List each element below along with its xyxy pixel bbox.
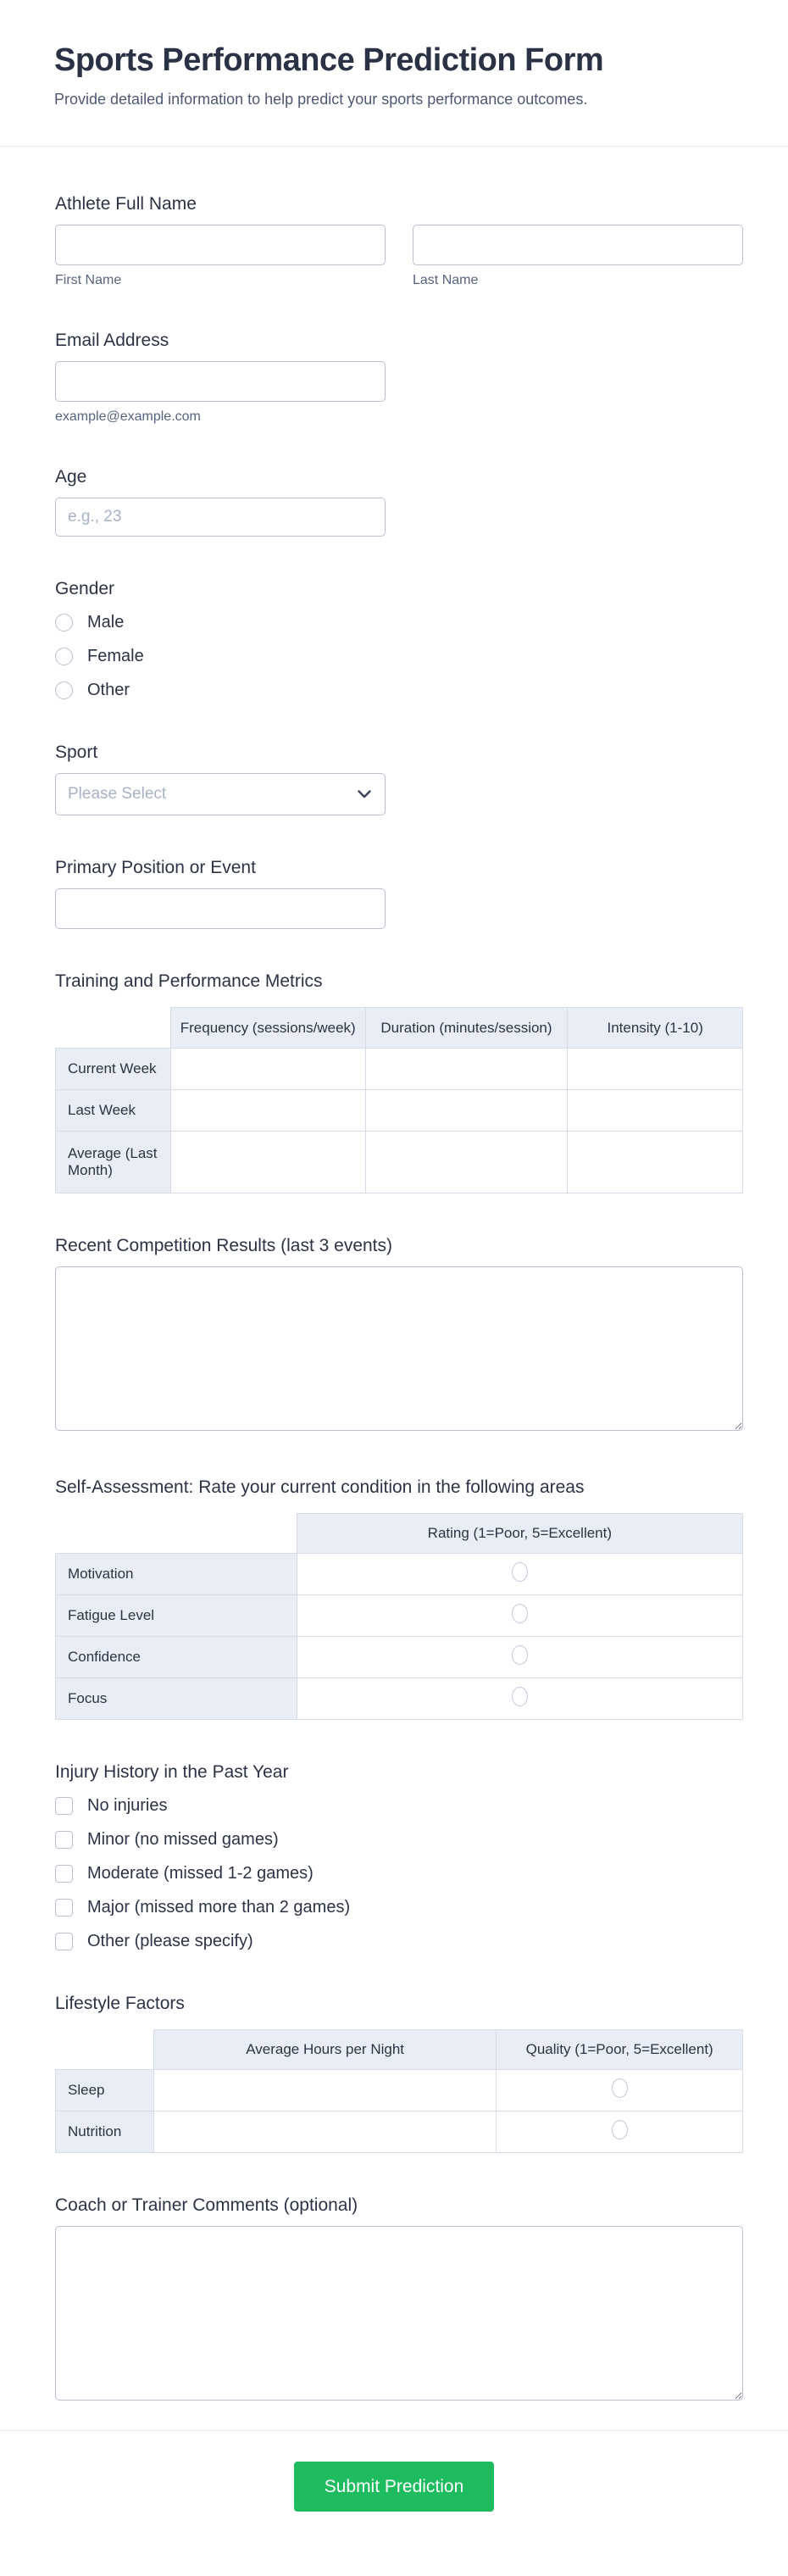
chevron-down-icon [358,790,371,798]
radio-icon[interactable] [55,682,73,699]
table-row [56,1132,743,1193]
training-cell [365,1090,568,1132]
question-competition-results [55,1236,743,1435]
sport-select[interactable] [55,773,386,815]
self-assessment-table [55,1513,743,1720]
form-footer [0,2430,788,2512]
question-age [55,467,743,537]
training-cell [170,1090,365,1132]
assessment-row-fatigue: Fatigue Level [56,1595,297,1637]
first-name-input[interactable] [55,225,386,265]
training-col-intensity: Intensity (1-10) [568,1008,743,1049]
training-metrics-table [55,1007,743,1193]
age-label: Age [55,467,87,487]
injury-option-label: Other (please specify) [87,1932,253,1950]
lifestyle-hours-input[interactable] [154,2123,496,2141]
gender-option-female[interactable] [55,647,743,666]
training-row-current-week: Current Week [56,1049,171,1090]
first-name-col [55,225,386,288]
training-cell [365,1049,568,1090]
training-row-last-week: Last Week [56,1090,171,1132]
page-title: Sports Performance Prediction Form [54,42,604,78]
age-input[interactable] [55,498,386,537]
lifestyle-row-nutrition: Nutrition [56,2111,154,2153]
lifestyle-col-quality: Quality (1=Poor, 5=Excellent) [497,2030,743,2070]
assessment-row-confidence: Confidence [56,1637,297,1678]
radio-icon[interactable] [512,1687,528,1706]
gender-options [55,613,743,700]
checkbox-icon[interactable] [55,1831,73,1849]
training-cell [170,1049,365,1090]
competition-results-textarea[interactable] [55,1266,743,1431]
radio-icon[interactable] [55,648,73,665]
training-col-duration: Duration (minutes/session) [365,1008,568,1049]
question-training-metrics [55,971,743,1193]
table-row [56,1049,743,1090]
assessment-rating-cell [297,1678,742,1720]
form-body [0,147,788,2405]
training-row-average: Average (Last Month) [56,1132,171,1193]
sport-label: Sport [55,743,98,762]
injury-option-label: Minor (no missed games) [87,1830,279,1849]
position-label: Primary Position or Event [55,858,256,877]
coach-comments-textarea[interactable] [55,2226,743,2401]
training-cell-input[interactable] [171,1154,365,1171]
table-row [56,1637,743,1678]
injury-option-other[interactable] [55,1932,743,1951]
coach-comments-label: Coach or Trainer Comments (optional) [55,2195,358,2215]
table-corner-cell [56,2030,154,2070]
lifestyle-col-hours: Average Hours per Night [153,2030,496,2070]
email-input[interactable] [55,361,386,402]
training-cell-input[interactable] [366,1102,568,1120]
table-row [56,1090,743,1132]
assessment-row-motivation: Motivation [56,1554,297,1595]
last-name-col [413,225,743,288]
training-cell-input[interactable] [568,1102,742,1120]
training-cell [568,1132,743,1193]
assessment-row-focus: Focus [56,1678,297,1720]
checkbox-icon[interactable] [55,1865,73,1883]
assessment-col-rating: Rating (1=Poor, 5=Excellent) [297,1514,742,1554]
assessment-rating-cell [297,1554,742,1595]
injury-option-minor[interactable] [55,1830,743,1850]
lifestyle-row-sleep: Sleep [56,2070,154,2111]
submit-button[interactable]: Submit Prediction [294,2462,495,2512]
question-athlete-name [55,194,743,288]
sport-select-placeholder: Please Select [68,785,167,803]
training-cell-input[interactable] [171,1060,365,1078]
training-cell [568,1049,743,1090]
form-header [0,0,788,147]
training-cell-input[interactable] [366,1060,568,1078]
injury-option-major[interactable] [55,1898,743,1917]
question-lifestyle-factors [55,1994,743,2153]
question-coach-comments [55,2195,743,2405]
checkbox-icon[interactable] [55,1899,73,1917]
table-row [56,1554,743,1595]
email-sublabel: example@example.com [55,409,201,424]
lifestyle-hours-cell [153,2111,496,2153]
training-cell-input[interactable] [568,1060,742,1078]
assessment-rating-cell [297,1637,742,1678]
competition-results-label: Recent Competition Results (last 3 events) [55,1236,393,1255]
question-sport [55,743,743,815]
injury-option-label: Major (missed more than 2 games) [87,1898,351,1917]
name-inputs-row [55,225,743,288]
table-row [56,2070,743,2111]
lifestyle-hours-cell [153,2070,496,2111]
table-corner-cell [56,1514,297,1554]
first-name-sublabel: First Name [55,273,122,287]
athlete-name-label: Athlete Full Name [55,194,197,214]
training-cell-input[interactable] [568,1154,742,1171]
injury-option-label: No injuries [87,1796,168,1815]
gender-option-label: Female [87,647,144,665]
table-corner-cell [56,1008,171,1049]
radio-icon[interactable] [612,2120,628,2139]
question-injury-history [55,1762,743,1951]
assessment-rating-cell [297,1595,742,1637]
self-assessment-label: Self-Assessment: Rate your current condition in the following areas [55,1477,585,1497]
training-cell [170,1132,365,1193]
training-metrics-label: Training and Performance Metrics [55,971,323,991]
gender-option-label: Other [87,681,130,699]
injury-history-label: Injury History in the Past Year [55,1762,289,1782]
table-row [56,1678,743,1720]
training-cell-input[interactable] [366,1154,568,1171]
table-row [56,1595,743,1637]
question-self-assessment [55,1477,743,1720]
checkbox-icon[interactable] [55,1933,73,1950]
last-name-input[interactable] [413,225,743,265]
lifestyle-factors-table [55,2029,743,2153]
injury-option-moderate[interactable] [55,1864,743,1883]
injury-option-none[interactable] [55,1796,743,1816]
lifestyle-quality-cell [497,2111,743,2153]
injury-options [55,1796,743,1951]
table-row [56,2111,743,2153]
gender-option-male[interactable] [55,613,743,632]
training-cell [365,1132,568,1193]
radio-icon[interactable] [55,614,73,631]
training-col-frequency: Frequency (sessions/week) [170,1008,365,1049]
question-email [55,331,743,425]
checkbox-icon[interactable] [55,1797,73,1815]
email-label: Email Address [55,331,169,350]
lifestyle-quality-cell [497,2070,743,2111]
lifestyle-hours-input[interactable] [154,2082,496,2100]
question-gender [55,579,743,700]
gender-option-other[interactable] [55,681,743,700]
training-cell [568,1090,743,1132]
injury-option-label: Moderate (missed 1-2 games) [87,1864,314,1883]
lifestyle-factors-label: Lifestyle Factors [55,1994,185,2013]
gender-option-label: Male [87,613,125,631]
last-name-sublabel: Last Name [413,273,479,287]
radio-icon[interactable] [512,1645,528,1665]
training-cell-input[interactable] [171,1102,365,1120]
page-subtitle: Provide detailed information to help predict your sports performance outcomes. [54,91,588,108]
radio-icon[interactable] [612,2078,628,2098]
radio-icon[interactable] [512,1562,528,1582]
position-input[interactable] [55,888,386,929]
question-position [55,858,743,929]
radio-icon[interactable] [512,1604,528,1623]
gender-label: Gender [55,579,115,598]
